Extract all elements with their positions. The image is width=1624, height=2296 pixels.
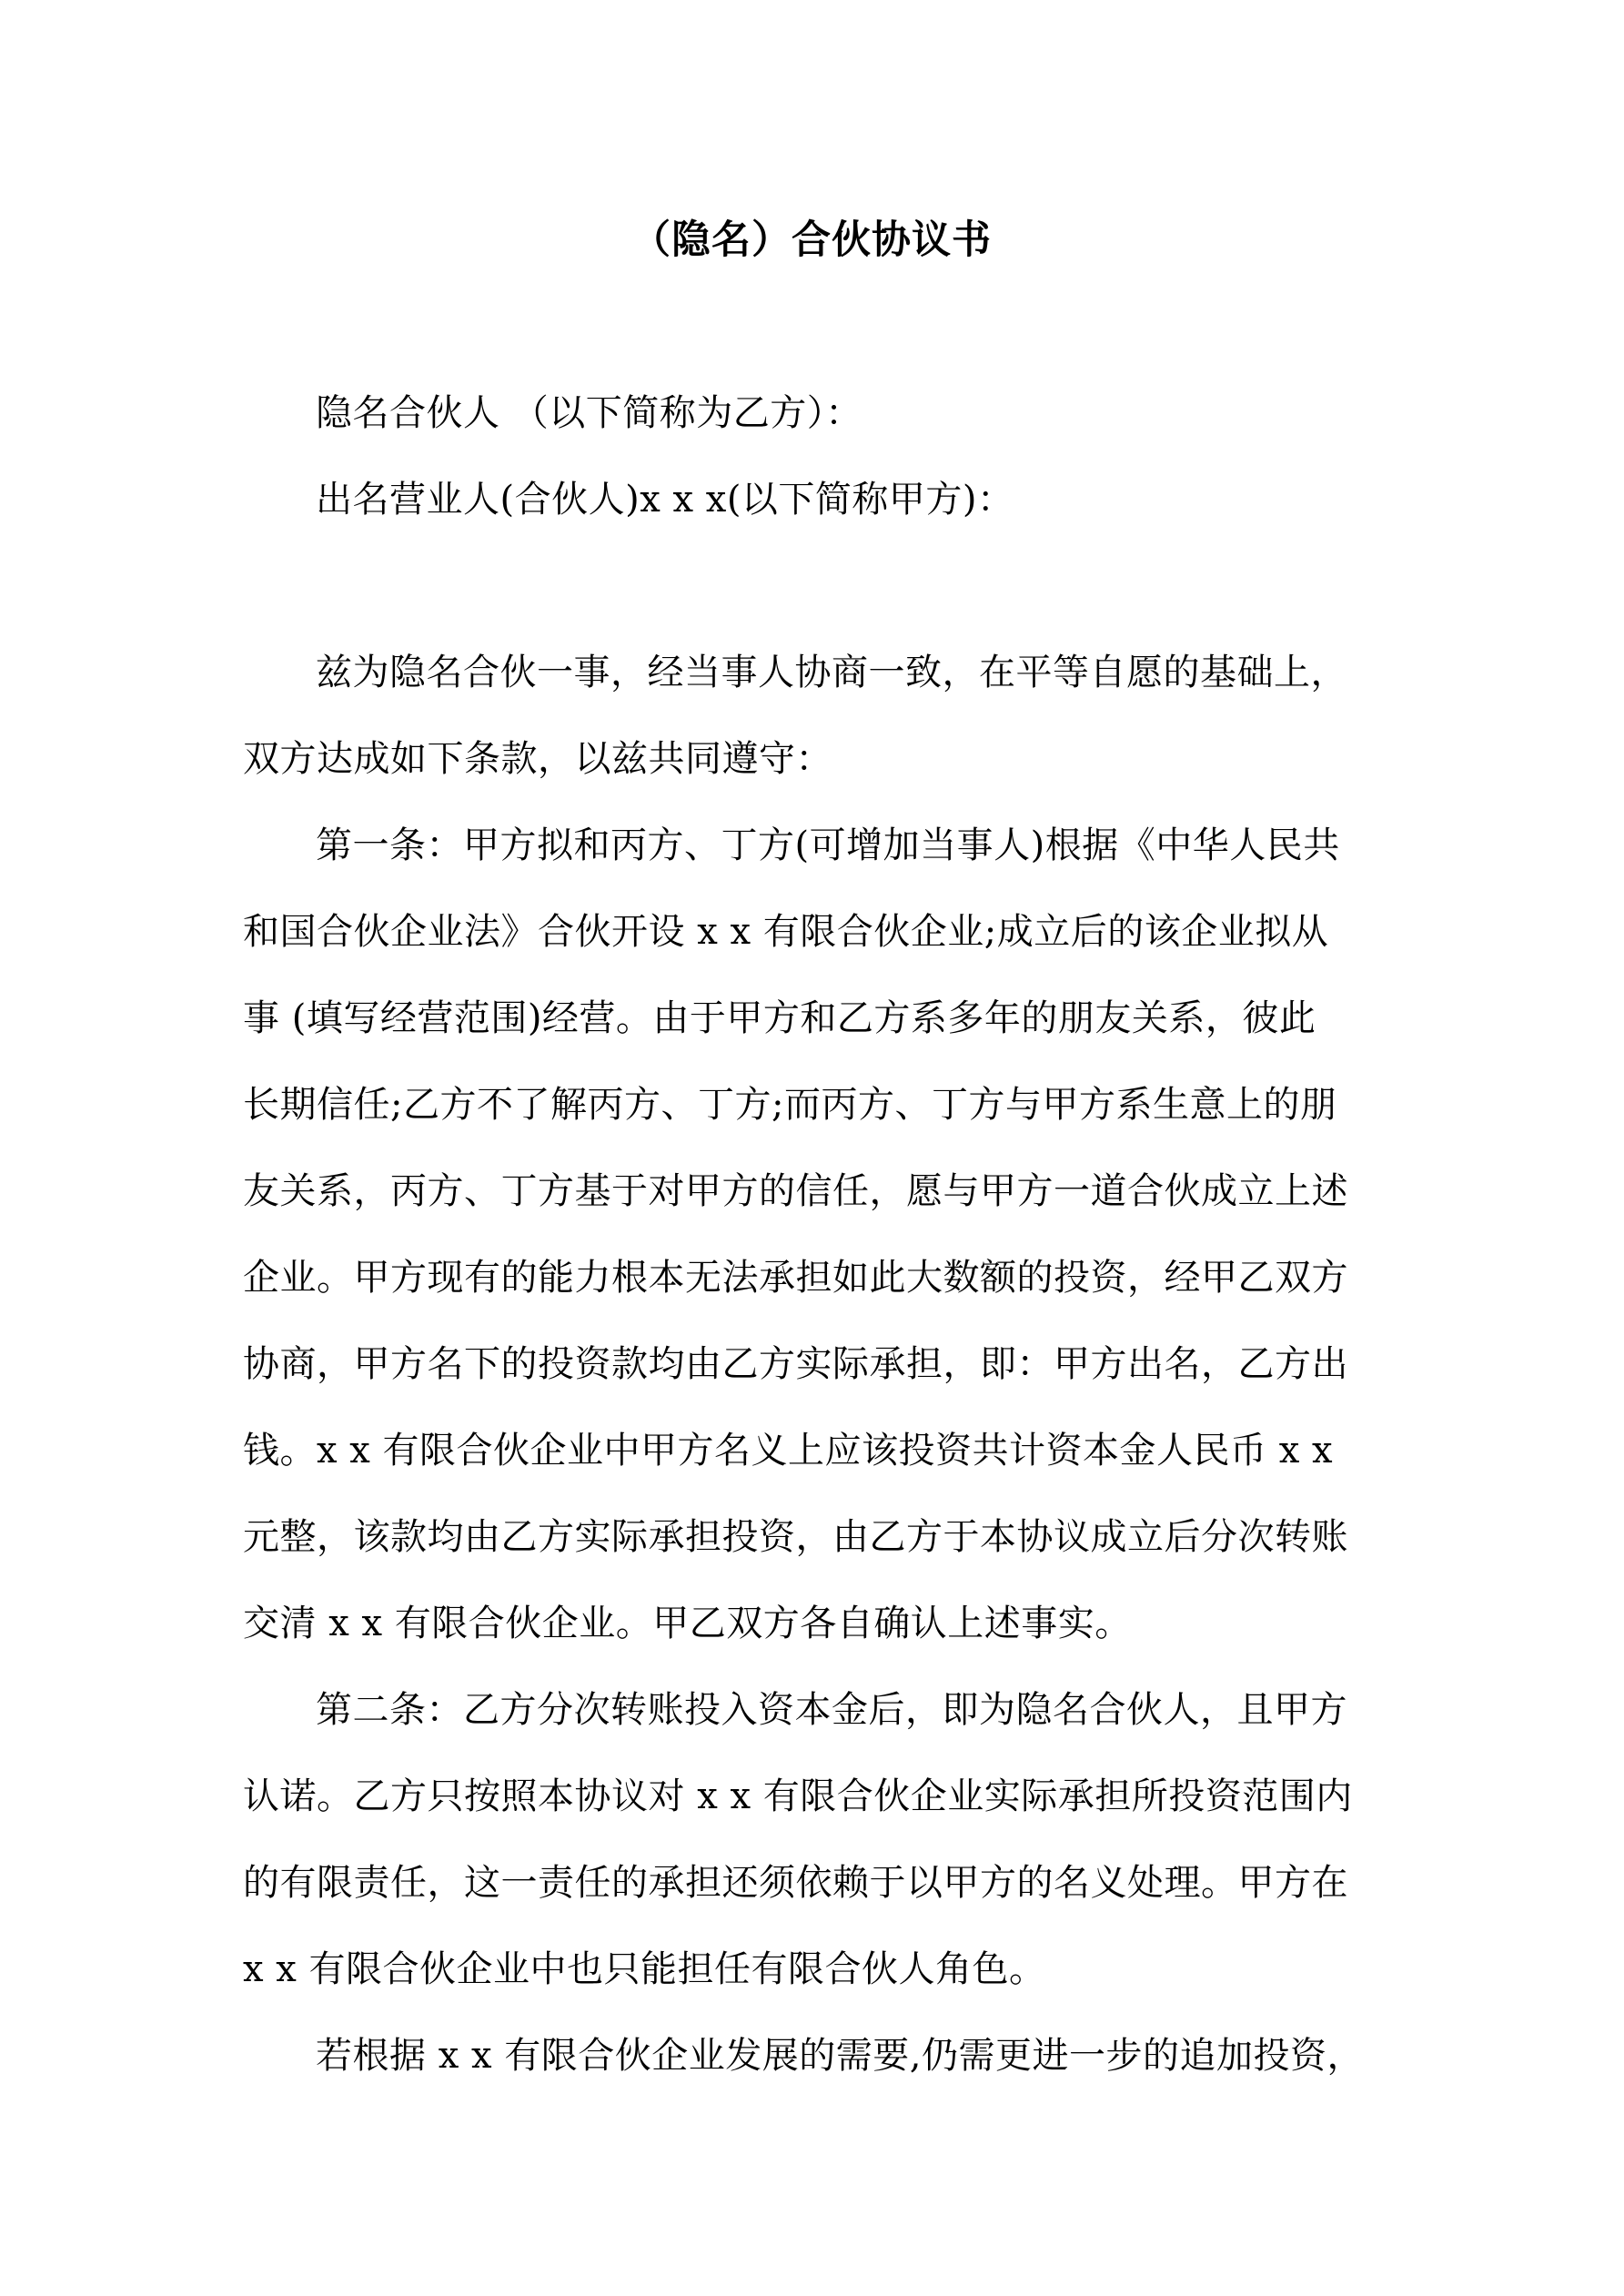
document-line: 友关系，丙方、丁方基于对甲方的信任，愿与甲方一道合伙成立上述 bbox=[243, 1170, 1348, 1212]
document-line: 双方达成如下条款，以兹共同遵守： bbox=[243, 738, 832, 780]
document-line: 兹为隐名合伙一事，经当事人协商一致，在平等自愿的基础上， bbox=[316, 652, 1347, 693]
document-line: 元整，该款均由乙方实际承担投资，由乙方于本协议成立后分次转账 bbox=[243, 1516, 1348, 1558]
document-title: （隐名）合伙协议书 bbox=[631, 217, 992, 263]
document-line: 长期信任;乙方不了解丙方、丁方;而丙方、丁方与甲方系生意上的朋 bbox=[243, 1084, 1337, 1126]
document-line: 隐名合伙人 （以下简称为乙方）： bbox=[316, 392, 862, 434]
document-line: 认诺。乙方只按照本协议对 x x 有限合伙企业实际承担所投资范围内 bbox=[243, 1775, 1353, 1817]
document-line: 的有限责任，这一责任的承担还须依赖于以甲方的名义处理。甲方在 bbox=[243, 1862, 1348, 1904]
document-line: 若根据 x x 有限合伙企业发展的需要,仍需更进一步的追加投资， bbox=[316, 2035, 1364, 2077]
document-line: x x 有限合伙企业中也只能担任有限合伙人角色。 bbox=[243, 1948, 1046, 1990]
document-line: 企业。甲方现有的能力根本无法承担如此大数额的投资，经甲乙双方 bbox=[243, 1257, 1348, 1299]
document-line: 和国合伙企业法》合伙开设 x x 有限合伙企业;成立后的该企业拟从 bbox=[243, 911, 1329, 953]
document-line: 钱。x x 有限合伙企业中甲方名义上应该投资共计资本金人民币 x x bbox=[243, 1430, 1334, 1472]
document-line: 第二条：乙方分次转账投入资本金后，即为隐名合伙人，且甲方 bbox=[316, 1689, 1347, 1731]
document-line: 协商，甲方名下的投资款均由乙方实际承担，即：甲方出名，乙方出 bbox=[243, 1343, 1348, 1385]
document-line: 交清 x x 有限合伙企业。甲乙双方各自确认上述事实。 bbox=[243, 1603, 1132, 1644]
document-line: 出名营业人(合伙人)x x x(以下简称甲方)： bbox=[316, 479, 1014, 521]
document-line: 第一条：甲方拟和丙方、丁方(可增加当事人)根据《中华人民共 bbox=[316, 824, 1340, 866]
document-content bbox=[243, 197, 1380, 2099]
document-line: 事 (填写经营范围)经营。由于甲方和乙方系多年的朋友关系，彼此 bbox=[243, 997, 1316, 1039]
document-line bbox=[243, 543, 1380, 630]
